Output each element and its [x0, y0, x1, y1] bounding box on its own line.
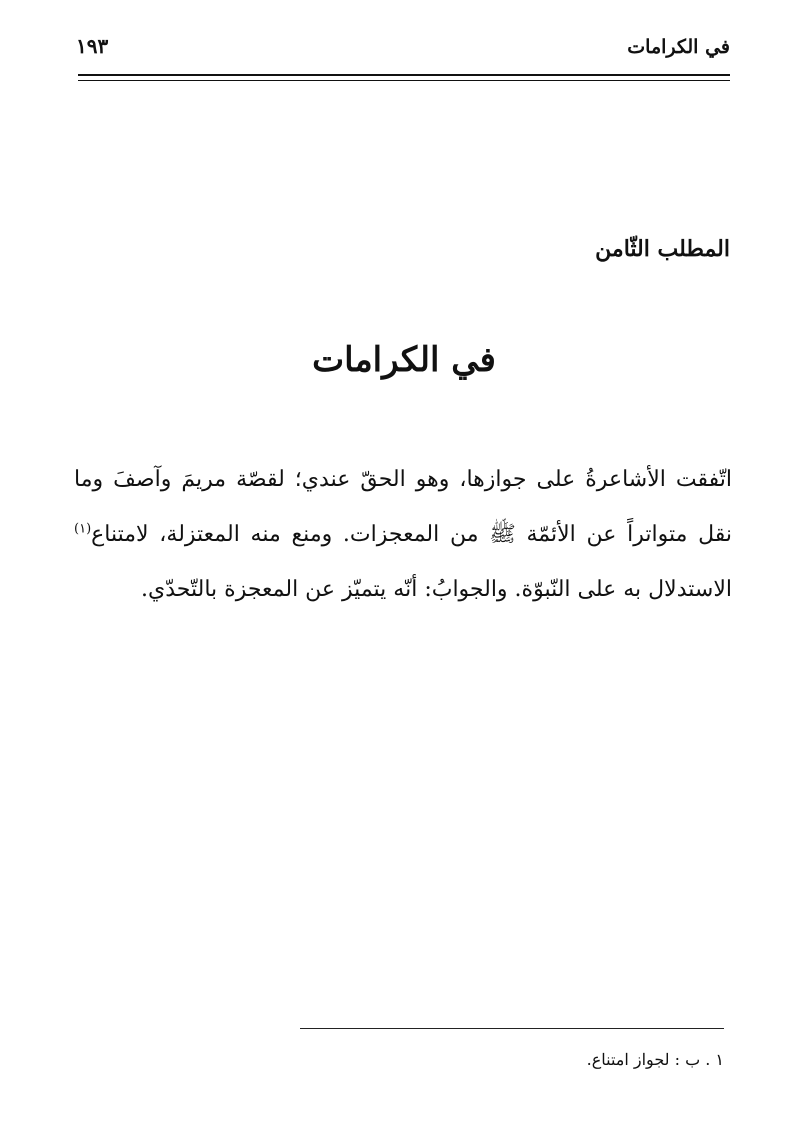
running-title: في الكرامات	[627, 36, 730, 58]
header-rule-bottom	[78, 80, 730, 81]
paragraph-text: اتّفقت الأشاعرةُ على جوازها، وهو الحقّ عندي؛ لقصّة مريمَ وآصفَ وما نقل متواتراً عن الأئمّة ﷺ من المعجزات. ومنع منه المعتزلة، لامتناع	[74, 467, 732, 547]
header-rule-top	[78, 74, 730, 76]
section-label: المطلب الثّامن	[595, 236, 730, 262]
paragraph	[74, 452, 732, 617]
footnote: ١ . ب : لجواز امتناع.	[586, 1050, 724, 1069]
footnote-reference: (١)	[74, 521, 92, 537]
paragraph-text-end: الاستدلال به على النّبوّة. والجوابُ: أنّه يتميّز عن المعجزة بالتّحدّي.	[141, 577, 732, 602]
page-number: ١٩٣	[76, 34, 109, 58]
chapter-title: في الكرامات	[312, 340, 496, 380]
footnote-separator	[300, 1028, 724, 1029]
body-text	[74, 452, 732, 617]
